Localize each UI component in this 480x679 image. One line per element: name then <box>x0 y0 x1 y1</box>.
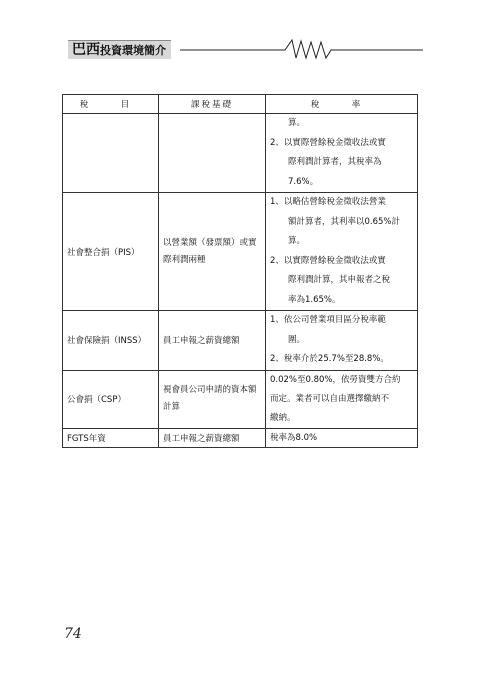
rate-line: 1、以略估營餘稅金徵收法營業 <box>270 197 386 207</box>
tax-rate-cell <box>266 311 418 371</box>
rate-line: 額計算者，其利率以0.65%計 <box>288 216 401 227</box>
tax-basis-cell: 以營業額（發票額）或實際利潤兩種 <box>159 193 266 311</box>
tax-rate-cell <box>266 114 418 193</box>
tax-basis-cell: 員工申報之薪資總額 <box>159 428 266 447</box>
table-row <box>63 114 418 193</box>
table-row <box>63 370 418 428</box>
tax-basis-cell <box>159 114 266 193</box>
tax-item-cell: 社會整合捐（PIS） <box>63 193 159 311</box>
rate-line: 算。 <box>288 236 306 246</box>
tax-rate-cell <box>266 193 418 311</box>
rate-line: 稅率為8.0% <box>270 432 318 443</box>
header-title-rest: 投資環境簡介 <box>100 44 166 57</box>
table-row <box>63 428 418 447</box>
tax-rate-cell <box>266 428 418 447</box>
tax-basis-cell: 視會員公司申請的資本額計算 <box>159 370 266 428</box>
tax-item-cell <box>63 114 159 193</box>
tax-basis-cell: 員工申報之薪資總額 <box>159 311 266 371</box>
rate-line: 算。 <box>288 118 306 128</box>
header-title-prefix: 巴西 <box>72 42 100 58</box>
rate-line: 際利潤計算者，其稅率為 <box>288 157 382 167</box>
table-header-row <box>63 95 418 114</box>
table-row <box>63 311 418 371</box>
header-tax-rate: 稅 率 <box>266 95 418 114</box>
rate-line: 繳納。 <box>270 412 296 423</box>
header-tax-basis: 課稅基礎 <box>159 95 266 114</box>
rate-line: 率為1.65%。 <box>288 294 341 305</box>
page-number: 74 <box>64 626 82 642</box>
tax-item-cell: 公會捐（CSP） <box>63 370 159 428</box>
rate-line: 圍。 <box>288 334 306 345</box>
tax-rate-cell <box>266 370 418 428</box>
page-header <box>68 36 423 62</box>
tax-item-cell: FGTS年資 <box>63 428 159 447</box>
rate-line: 2、以實際營餘稅金徵收法或實 <box>270 255 386 266</box>
tax-item-cell: 社會保險捐（INSS） <box>63 311 159 371</box>
rate-line: 2、以實際營餘稅金徵收法或實 <box>270 137 386 148</box>
header-tax-item: 稅 目 <box>63 95 159 114</box>
rate-line: 0.02%至0.80%，依勞資雙方合約 <box>270 374 401 385</box>
rate-line: 7.6%。 <box>288 176 319 187</box>
rate-line: 2、稅率介於25.7%至28.8%。 <box>270 354 389 364</box>
rate-line: 1、依公司營業項目區分稅率範 <box>270 315 386 325</box>
rate-line: 際利潤計算，其申報者之稅 <box>288 275 391 285</box>
table-row <box>63 193 418 311</box>
header-title <box>68 40 171 59</box>
header-wave-line <box>180 36 423 62</box>
rate-line: 而定。業者可以自由選擇繳納不 <box>270 393 390 404</box>
tax-table <box>62 94 418 448</box>
